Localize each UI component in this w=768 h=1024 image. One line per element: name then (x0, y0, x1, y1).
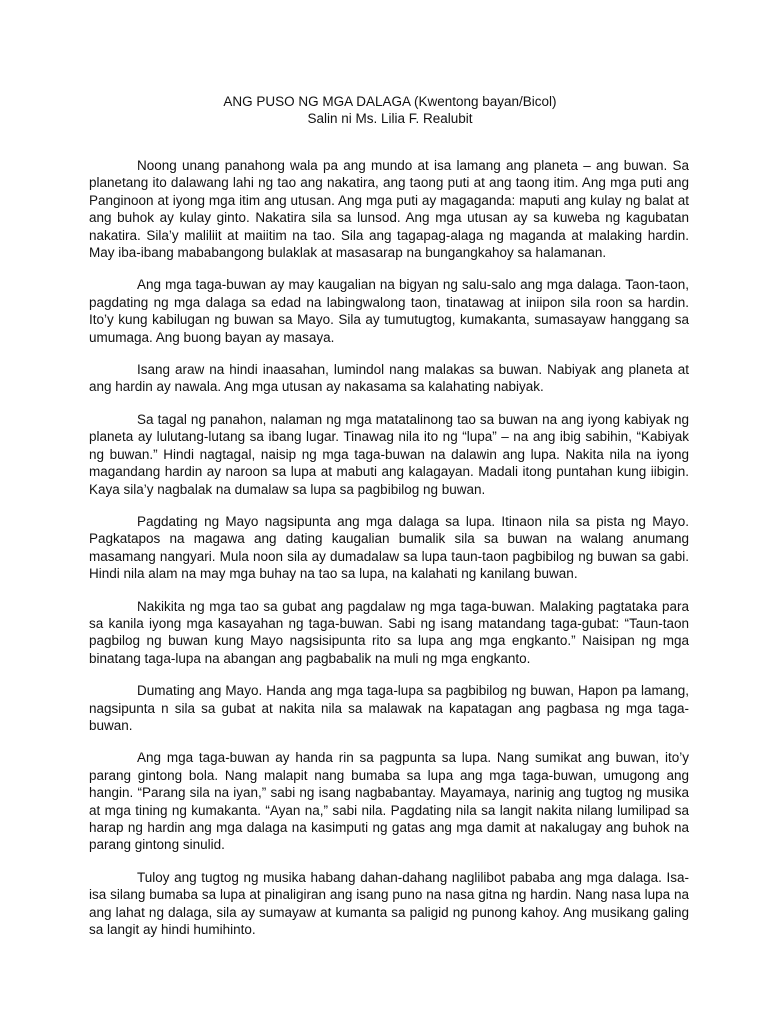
paragraph-8: Ang mga taga-buwan ay handa rin sa pagpunta sa lupa. Nang sumikat ang buwan, ito’y parang gintong bola. Nang malapit nang bumaba sa lupa ang mga taga-buwan, umugong ang hangin. “Parang sila na iyan,” sabi ng isang nagbabantay. Mayamaya, narinig ang tugtog ng musika at mga tining ng kumakanta. “Ayan na,” sabi nila. Pagdating nila sa langit nakita nilang lumilipad sa harap ng hardin ang mga dalaga na kasimputi ng gatas ang mga damit at nakalugay ang buhok na parang gintong sinulid. (89, 750, 689, 853)
document-title: ANG PUSO NG MGA DALAGA (Kwentong bayan/Bicol) (223, 94, 557, 109)
paragraph-5: Pagdating ng Mayo nagsipunta ang mga dalaga sa lupa. Itinaon nila sa pista ng Mayo. Pagkatapos na magawa ang dating kaugalian bumalik sila sa buwan na walang anumang masamang nangyari. Mula noon sila ay dumadalaw sa lupa taun-taon pagbibilog ng buwan sa gabi. Hindi nila alam na may mga buhay na tao sa lupa, na kalahati ng kanilang buwan. (89, 513, 689, 582)
paragraph-6: Nakikita ng mga tao sa gubat ang pagdalaw ng mga taga-buwan. Malaking pagtataka para sa kanila iyong mga kasayahan ng taga-buwan. Sabi ng isang matandang taga-gubat: “Taun-taon pagbilog ng buwan kung Mayo nagsisipunta rito sa lupa ang mga engkanto.” Naisipan ng mga binatang taga-lupa na abangan ang pagbabalik na muli ng mga engkanto. (89, 598, 689, 666)
paragraph-4: Sa tagal ng panahon, nalaman ng mga matatalinong tao sa buwan na ang iyong kabiyak ng planeta ay lulutang-lutang sa ibang lugar. Tinawag nila ito ng “lupa” – na ang ibig sabihin, “Kabiyak ng buwan.” Hindi nagtagal, naisip ng mga taga-buwan na dalawin ang lupa. Nakita nila na iyong magandang hardin ay naroon sa lupa at mabuti ang kalagayan. Madali itong puntahan kung iibigin. Kaya sila’y nagbalak na dumalaw sa lupa sa pagbibilog ng buwan. (89, 411, 689, 497)
paragraph-1: Noong unang panahong wala pa ang mundo at isa lamang ang planeta – ang buwan. Sa planetang ito dalawang lahi ng tao ang nakatira, ang taong puti at ang taong itim. Ang mga puti ang Panginoon at iyong mga itim ang utusan. Ang mga puti ay magaganda: maputi ang kulay ng balat at ang buhok ay kulay ginto. Nakatira sila sa lunsod. Ang mga utusan ay sa kuweba ng kagubatan nakatira. Sila’y maliliit at maiitim na tao. Sila ang tagapag-alaga ng maganda at malaking hardin. May iba-ibang mababangong bulaklak at masasarap na bungangkahoy sa halamanan. (89, 158, 689, 261)
paragraph-9: Tuloy ang tugtog ng musika habang dahan-dahang naglilibot pababa ang mga dalaga. Isa-isa silang bumaba sa lupa at pinaligiran ang isang puno na nasa gitna ng hardin. Nang nasa lupa na ang lahat ng dalaga, sila ay sumayaw at kumanta sa paligid ng punong kahoy. Ang musikang galing sa langit ay hindi humihinto. (89, 869, 689, 938)
document-header (90, 93, 690, 127)
document-body (89, 157, 689, 953)
paragraph-7: Dumating ang Mayo. Handa ang mga taga-lupa sa pagbibilog ng buwan, Hapon pa lamang, nagsipunta n sila sa gubat at nakita nila sa malawak na kapatagan ang pagbasa ng mga taga-buwan. (89, 683, 689, 733)
paragraph-2: Ang mga taga-buwan ay may kaugalian na bigyan ng salu-salo ang mga dalaga. Taon-taon, pagdating ng mga dalaga sa edad na labingwalong taon, tinatawag at iniipon sila roon sa hardin. Ito’y kung kabilugan ng buwan sa Mayo. Sila ay tumutugtog, kumakanta, sumasayaw hanggang sa umumaga. Ang buong bayan ay masaya. (89, 277, 689, 345)
document-subtitle: Salin ni Ms. Lilia F. Realubit (307, 111, 473, 126)
paragraph-3: Isang araw na hindi inaasahan, lumindol nang malakas sa buwan. Nabiyak ang planeta at ang hardin ay nawala. Ang mga utusan ay nakasama sa kalahating nabiyak. (89, 362, 689, 395)
